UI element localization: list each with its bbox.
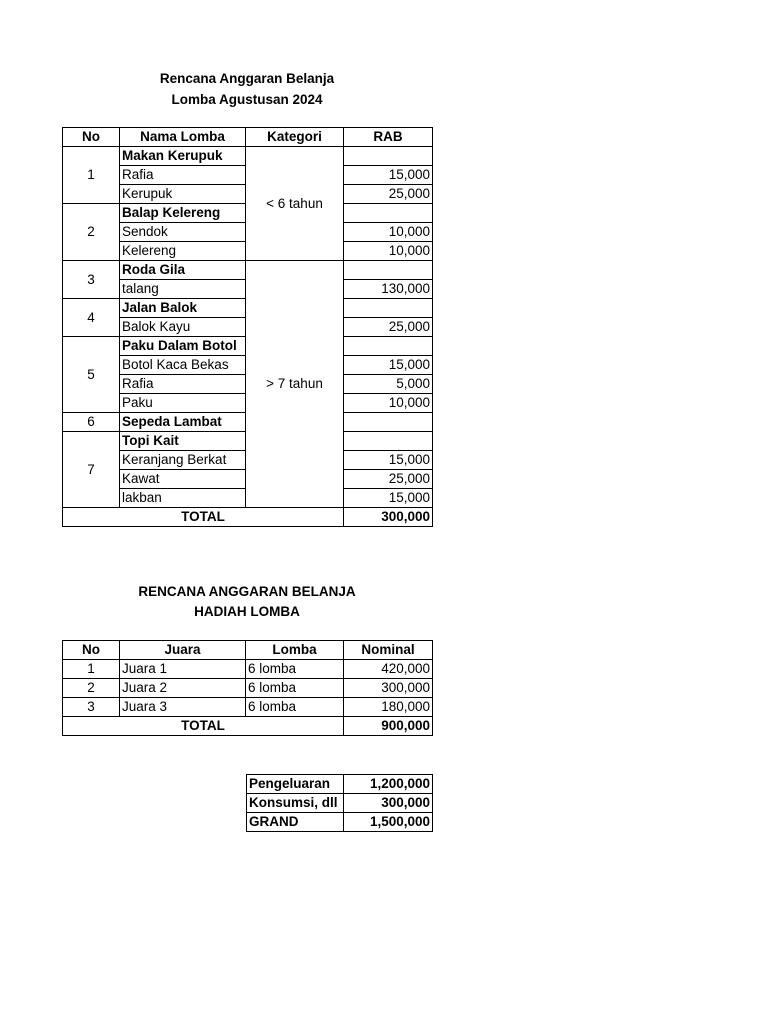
lomba-name: Paku Dalam Botol — [120, 337, 246, 356]
header-nominal: Nominal — [344, 641, 433, 660]
item-name: Kelereng — [120, 242, 246, 261]
rab-value — [344, 413, 433, 432]
table-row — [247, 794, 433, 813]
rab-value: 25,000 — [344, 185, 433, 204]
rab-value: 10,000 — [344, 223, 433, 242]
row-number: 6 — [63, 413, 120, 432]
nominal-cell: 180,000 — [344, 698, 433, 717]
juara-cell: Juara 1 — [120, 660, 246, 679]
nominal-cell: 420,000 — [344, 660, 433, 679]
lomba-count-cell: 6 lomba — [246, 660, 344, 679]
row-number: 4 — [63, 299, 120, 337]
row-number: 3 — [63, 698, 120, 717]
total-label: TOTAL — [63, 717, 344, 736]
header-kategori: Kategori — [246, 128, 344, 147]
lomba-name: Roda Gila — [120, 261, 246, 280]
lomba-count-cell: 6 lomba — [246, 679, 344, 698]
item-name: lakban — [120, 489, 246, 508]
item-name: Keranjang Berkat — [120, 451, 246, 470]
table-row — [63, 698, 433, 717]
rab-value: 5,000 — [344, 375, 433, 394]
rab-value: 15,000 — [344, 356, 433, 375]
summary-value: 1,200,000 — [344, 775, 433, 794]
summary-value: 1,500,000 — [344, 813, 433, 832]
budget-title-line2: Lomba Agustusan 2024 — [171, 92, 323, 107]
header-no: No — [63, 641, 120, 660]
rab-value: 15,000 — [344, 451, 433, 470]
summary-value: 300,000 — [344, 794, 433, 813]
rab-value: 10,000 — [344, 242, 433, 261]
item-name: Kawat — [120, 470, 246, 489]
table-row — [63, 679, 433, 698]
rab-value: 15,000 — [344, 489, 433, 508]
juara-cell: Juara 3 — [120, 698, 246, 717]
prizes-total-row — [63, 717, 433, 736]
summary-label: Konsumsi, dll — [247, 794, 344, 813]
lomba-name: Topi Kait — [120, 432, 246, 451]
row-number: 3 — [63, 261, 120, 299]
lomba-name: Sepeda Lambat — [120, 413, 246, 432]
rab-value: 130,000 — [344, 280, 433, 299]
row-number: 2 — [63, 204, 120, 261]
row-number: 5 — [63, 337, 120, 413]
header-juara: Juara — [120, 641, 246, 660]
item-name: Balok Kayu — [120, 318, 246, 337]
table-row — [247, 813, 433, 832]
item-name: talang — [120, 280, 246, 299]
prizes-header-row — [63, 641, 433, 660]
category-cell: < 6 tahun — [246, 147, 344, 261]
juara-cell: Juara 2 — [120, 679, 246, 698]
rab-value — [344, 261, 433, 280]
rab-value — [344, 147, 433, 166]
header-rab: RAB — [344, 128, 433, 147]
nominal-cell: 300,000 — [344, 679, 433, 698]
summary-label: GRAND — [247, 813, 344, 832]
lomba-name: Balap Kelereng — [120, 204, 246, 223]
total-value: 300,000 — [344, 508, 433, 527]
table-row — [63, 261, 433, 280]
rab-value: 10,000 — [344, 394, 433, 413]
item-name: Rafia — [120, 375, 246, 394]
rab-value: 25,000 — [344, 470, 433, 489]
lomba-count-cell: 6 lomba — [246, 698, 344, 717]
table-row — [63, 147, 433, 166]
item-name: Paku — [120, 394, 246, 413]
table-row — [247, 775, 433, 794]
summary-table — [246, 774, 433, 832]
item-name: Botol Kaca Bekas — [120, 356, 246, 375]
budget-table — [62, 127, 433, 527]
total-value: 900,000 — [344, 717, 433, 736]
summary-label: Pengeluaran — [247, 775, 344, 794]
budget-title-line1: Rencana Anggaran Belanja — [159, 71, 335, 86]
row-number: 2 — [63, 679, 120, 698]
rab-value: 25,000 — [344, 318, 433, 337]
row-number: 1 — [63, 147, 120, 204]
prizes-title-line1: RENCANA ANGGARAN BELANJA — [138, 584, 356, 599]
row-number: 1 — [63, 660, 120, 679]
rab-value — [344, 204, 433, 223]
rab-value — [344, 337, 433, 356]
lomba-name: Makan Kerupuk — [120, 147, 246, 166]
total-label: TOTAL — [63, 508, 344, 527]
row-number: 7 — [63, 432, 120, 508]
header-nama-lomba: Nama Lomba — [120, 128, 246, 147]
rab-value — [344, 299, 433, 318]
prizes-title-line2: HADIAH LOMBA — [194, 604, 300, 619]
rab-value: 15,000 — [344, 166, 433, 185]
category-cell: > 7 tahun — [246, 261, 344, 508]
lomba-name: Jalan Balok — [120, 299, 246, 318]
prizes-table — [62, 640, 433, 736]
item-name: Rafia — [120, 166, 246, 185]
item-name: Sendok — [120, 223, 246, 242]
header-lomba: Lomba — [246, 641, 344, 660]
budget-total-row — [63, 508, 433, 527]
budget-header-row — [63, 128, 433, 147]
rab-value — [344, 432, 433, 451]
item-name: Kerupuk — [120, 185, 246, 204]
table-row — [63, 660, 433, 679]
header-no: No — [63, 128, 120, 147]
